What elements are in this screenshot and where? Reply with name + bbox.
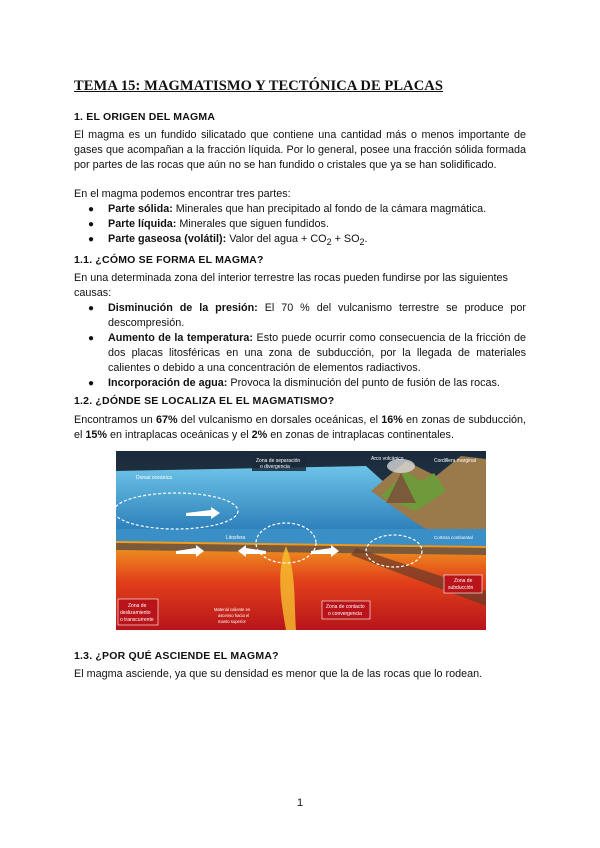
label-separacion-2: o divergencia	[260, 464, 290, 470]
list-item	[74, 331, 526, 376]
bullet-icon: ●	[88, 219, 95, 230]
percent-value: 67%	[156, 414, 178, 426]
text-run: en zonas de subducción, el	[74, 414, 527, 441]
mantle	[116, 541, 486, 630]
text-run: Encontramos un	[74, 414, 156, 426]
list-item-text: Provoca la disminución del punto de fusión de las rocas.	[227, 377, 500, 389]
bullet-icon: ●	[88, 234, 95, 245]
label-deslizamiento-1: Zona de	[128, 603, 147, 609]
label-dorsal: Dorsal oceánica	[136, 475, 172, 481]
label-contacto-1: Zona de contacto	[326, 604, 365, 610]
magma-parts-list	[74, 202, 526, 250]
list-item-term: Parte sólida:	[108, 203, 173, 215]
percent-value: 16%	[381, 414, 403, 426]
label-subduccion-2: subducción	[448, 585, 474, 591]
bullet-icon: ●	[88, 333, 95, 344]
text-run: del vulcanismo en dorsales oceánicas, el	[177, 414, 382, 426]
list-item-text: + SO	[331, 233, 360, 245]
paragraph-causes: En una determinada zona del interior terrestre las rocas pueden fundirse por las siguientes causas:	[74, 272, 508, 299]
list-item	[74, 301, 526, 331]
plate-tectonics-diagram	[116, 451, 486, 630]
percent-value: 15%	[85, 429, 108, 441]
document-title: TEMA 15: MAGMATISMO Y TECTÓNICA DE PLACAS	[74, 78, 444, 94]
list-item-term: Parte líquida:	[108, 218, 177, 230]
list-item-text: El 70 % del vulcanismo terrestre se produce por descompresión.	[108, 302, 526, 329]
label-cordillera: Cordillera marginal	[434, 458, 476, 464]
label-deslizamiento-3: o transcurrente	[120, 617, 154, 623]
list-item-term: Parte gaseosa (volátil):	[108, 233, 227, 245]
label-separacion-1: Zona de separación	[256, 458, 301, 464]
label-ascenso-2: ascenso hacia el	[218, 613, 250, 618]
section-heading-por-que: 1.3. ¿POR QUÉ ASCIENDE EL MAGMA?	[74, 650, 279, 662]
section-heading-origen: 1. EL ORIGEN DEL MAGMA	[74, 111, 216, 123]
list-item	[74, 202, 526, 217]
text-run: en zonas de intraplacas continentales.	[267, 429, 454, 441]
label-continental: Corteza continental	[434, 535, 473, 540]
list-item-term: Aumento de la temperatura:	[108, 332, 253, 344]
label-contacto-2: o convergencia	[328, 611, 362, 617]
bullet-icon: ●	[88, 303, 95, 314]
page-number: 1	[296, 797, 304, 809]
label-deslizamiento-2: deslizamiento	[120, 610, 151, 616]
list-item	[74, 217, 526, 232]
subscript: 2	[326, 237, 332, 248]
subscript: 2	[359, 237, 365, 248]
percent-value: 2%	[251, 429, 268, 441]
list-item	[74, 376, 526, 391]
label-litosfera: Litosfera	[226, 535, 246, 541]
list-item-term: Incorporación de agua:	[108, 377, 228, 389]
label-ascenso-3: manto superior	[218, 619, 246, 624]
section-heading-como: 1.1. ¿CÓMO SE FORMA EL MAGMA?	[74, 254, 264, 266]
label-subduccion-1: Zona de	[454, 578, 473, 584]
list-item-text: .	[364, 233, 368, 245]
text-run: en intraplacas oceánicas y el	[107, 429, 252, 441]
paragraph-ascent: El magma asciende, ya que su densidad es menor que la de las rocas que lo rodean.	[74, 668, 483, 680]
list-item-text: Minerales que han precipitado al fondo de la cámara magmática.	[172, 203, 487, 215]
list-item-text: Esto puede ocurrir como consecuencia de la fricción de dos placas litosféricas en una zona de subducción, por la llegada de materiales calientes o debido a una concentración de elementos radiactivos.	[108, 332, 526, 374]
section-heading-donde: 1.2. ¿DÓNDE SE LOCALIZA EL EL MAGMATISMO?	[74, 395, 335, 407]
bullet-icon: ●	[88, 204, 95, 215]
list-item-term: Disminución de la presión:	[108, 302, 258, 314]
label-ascenso-1: Material caliente en	[214, 607, 251, 612]
list-item	[74, 232, 526, 250]
list-item-text: Minerales que siguen fundidos.	[176, 218, 329, 230]
paragraph-magma-definition: El magma es un fundido silicatado que contiene una cantidad más o menos importante de gases que acompañan a la fracción líquida. Por lo general, posee una fracción sólida formada por partes de las rocas que aún no se han fundido o cristales que ya se han solidificado.	[74, 129, 526, 171]
list-item-text: Valor del agua + CO	[226, 233, 327, 245]
paragraph-locations	[74, 413, 526, 443]
label-arco: Arco volcánico	[371, 456, 404, 462]
bullet-icon: ●	[88, 378, 95, 389]
paragraph-three-parts: En el magma podemos encontrar tres partes:	[74, 188, 291, 200]
causes-list	[74, 301, 526, 391]
